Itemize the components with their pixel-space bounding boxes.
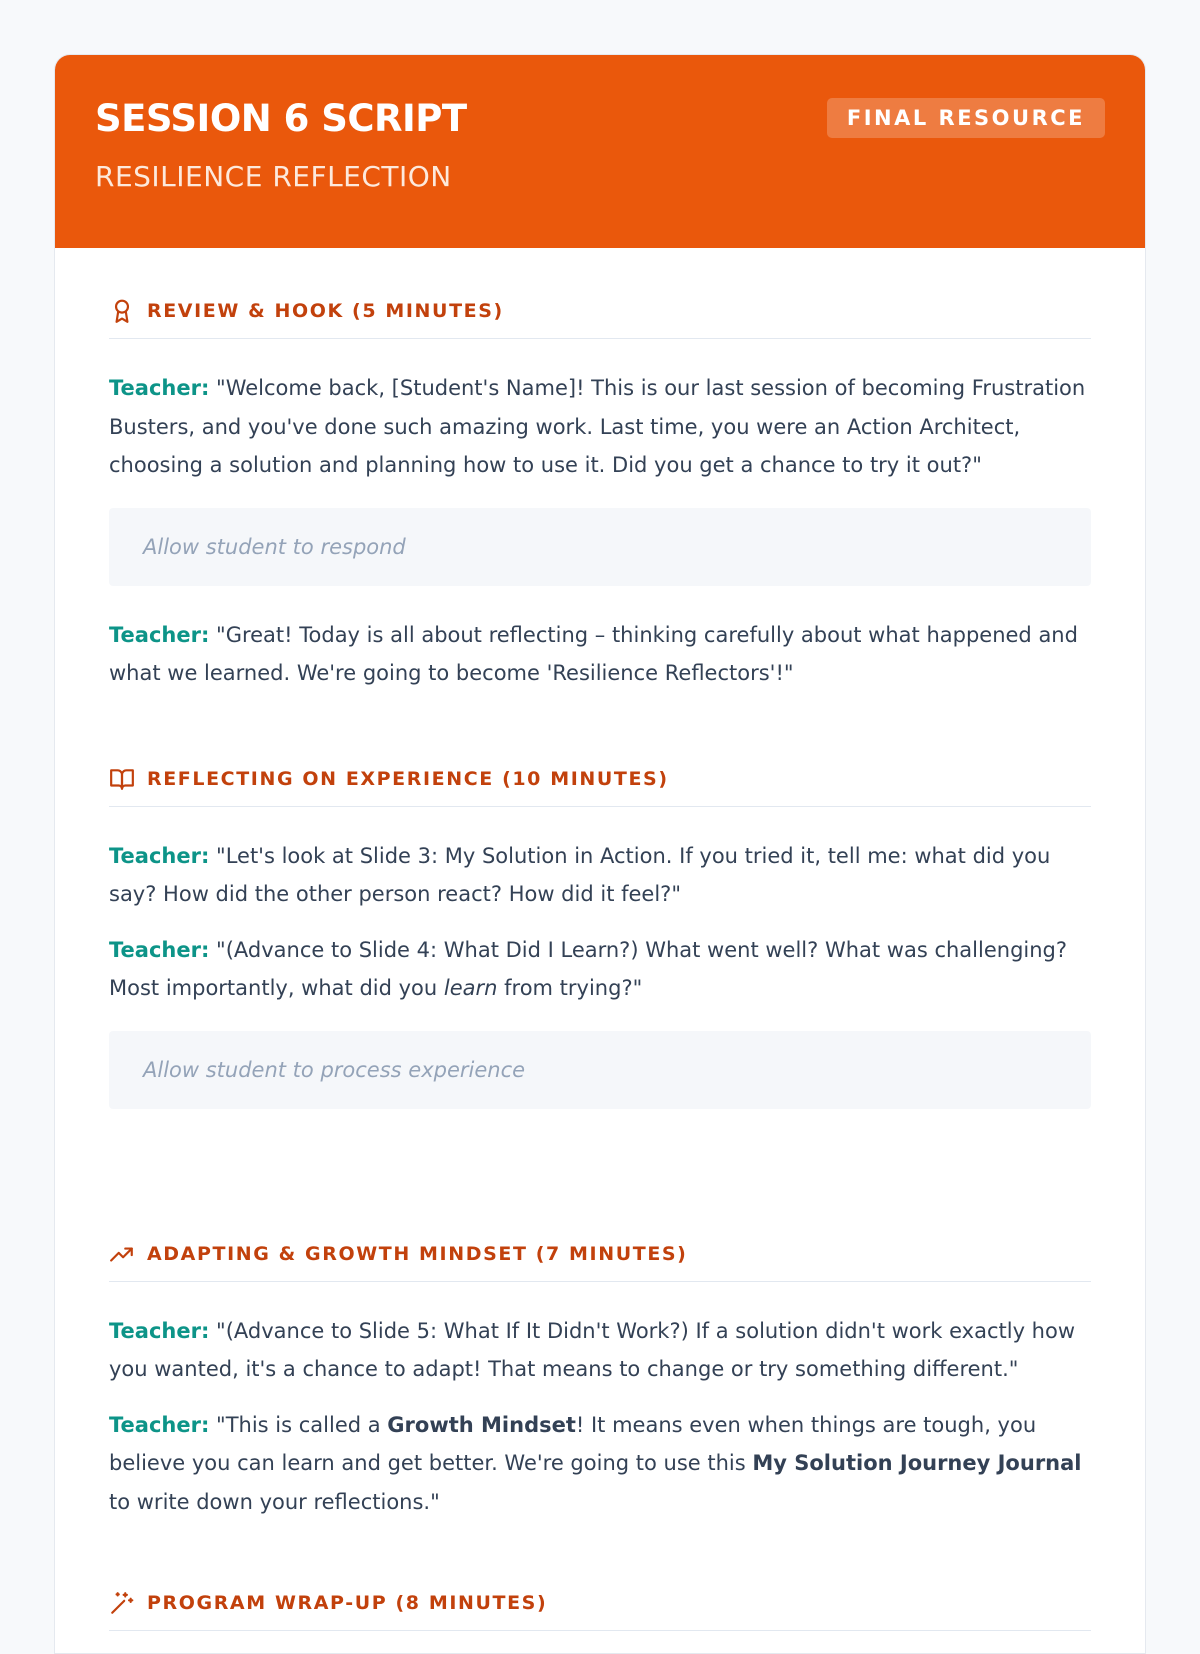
page-title: SESSION 6 SCRIPT (95, 97, 467, 140)
section-heading (109, 1241, 1091, 1282)
teacher-line-text: "Great! Today is all about reflecting – thinking carefully about what happened and what we learned. We're going to become 'Resilience Reflectors'!" (109, 622, 1078, 685)
teacher-line (109, 616, 1091, 693)
teacher-line (109, 931, 1091, 1008)
speaker-label: Teacher: (109, 937, 210, 962)
section-review-hook (109, 298, 1091, 693)
section-growth-mindset (109, 1241, 1091, 1522)
section-heading (109, 766, 1091, 807)
section-reflecting-experience (109, 766, 1091, 1109)
final-resource-badge: FINAL RESOURCE (827, 98, 1105, 138)
section-heading (109, 298, 1091, 339)
teacher-line (109, 369, 1091, 485)
teacher-line-text: "This is called a (209, 1412, 388, 1437)
section-heading-label: REFLECTING ON EXPERIENCE (10 MINUTES) (147, 767, 669, 790)
open-book-icon (109, 766, 135, 792)
teacher-line-text: from trying?" (497, 976, 643, 1000)
student-response-note: Allow student to respond (109, 508, 1091, 586)
script-content (55, 248, 1145, 1631)
teacher-line (109, 1312, 1091, 1389)
page-subtitle: RESILIENCE REFLECTION (95, 160, 452, 193)
speaker-label: Teacher: (109, 622, 210, 647)
trending-up-icon (109, 1241, 135, 1267)
section-heading-label: ADAPTING & GROWTH MINDSET (7 MINUTES) (147, 1242, 688, 1265)
teacher-line-text: to write down your reflections." (109, 1489, 440, 1514)
speaker-label: Teacher: (109, 843, 210, 868)
award-ribbon-icon (109, 298, 135, 324)
magic-wand-icon (109, 1590, 135, 1616)
section-heading-label: REVIEW & HOOK (5 MINUTES) (147, 300, 504, 322)
teacher-line-text: "Let's look at Slide 3: My Solution in Action. If you tried it, tell me: what did you say? How did the other person react? How did it feel?" (109, 843, 1051, 906)
speaker-label: Teacher: (109, 1412, 210, 1437)
student-process-note: Allow student to process experience (109, 1031, 1091, 1109)
card-header (55, 55, 1145, 248)
teacher-line-text: "(Advance to Slide 4: What Did I Learn?) What went well? What was challenging? Most importantly, what did you (109, 937, 1068, 1000)
growth-mindset-term: Growth Mindset (387, 1412, 576, 1437)
speaker-label: Teacher: (109, 1318, 210, 1343)
teacher-line-text: "Welcome back, [Student's Name]! This is our last session of becoming Frustration Busters, and you've done such amazing work. Last time, you were an Action Architect, choosing a solution and planning how to use it. Did you get a chance to try it out?" (109, 376, 1086, 477)
section-heading (109, 1590, 1091, 1631)
journal-title: My Solution Journey Journal (752, 1451, 1082, 1475)
emphasis-learn: learn (443, 976, 498, 1000)
teacher-line (109, 1406, 1091, 1522)
section-program-wrap-up (109, 1590, 1091, 1631)
teacher-line-text: ! It means even when things are tough, you believe you can learn and get better. We're going to use this (109, 1412, 1037, 1475)
section-heading-label: PROGRAM WRAP-UP (8 MINUTES) (147, 1592, 548, 1614)
teacher-line-text: "(Advance to Slide 5: What If It Didn't Work?) If a solution didn't work exactly how you wanted, it's a chance to adapt! That means to change or try something different." (109, 1318, 1076, 1381)
script-card (54, 54, 1146, 1654)
speaker-label: Teacher: (109, 376, 210, 400)
teacher-line (109, 837, 1091, 914)
